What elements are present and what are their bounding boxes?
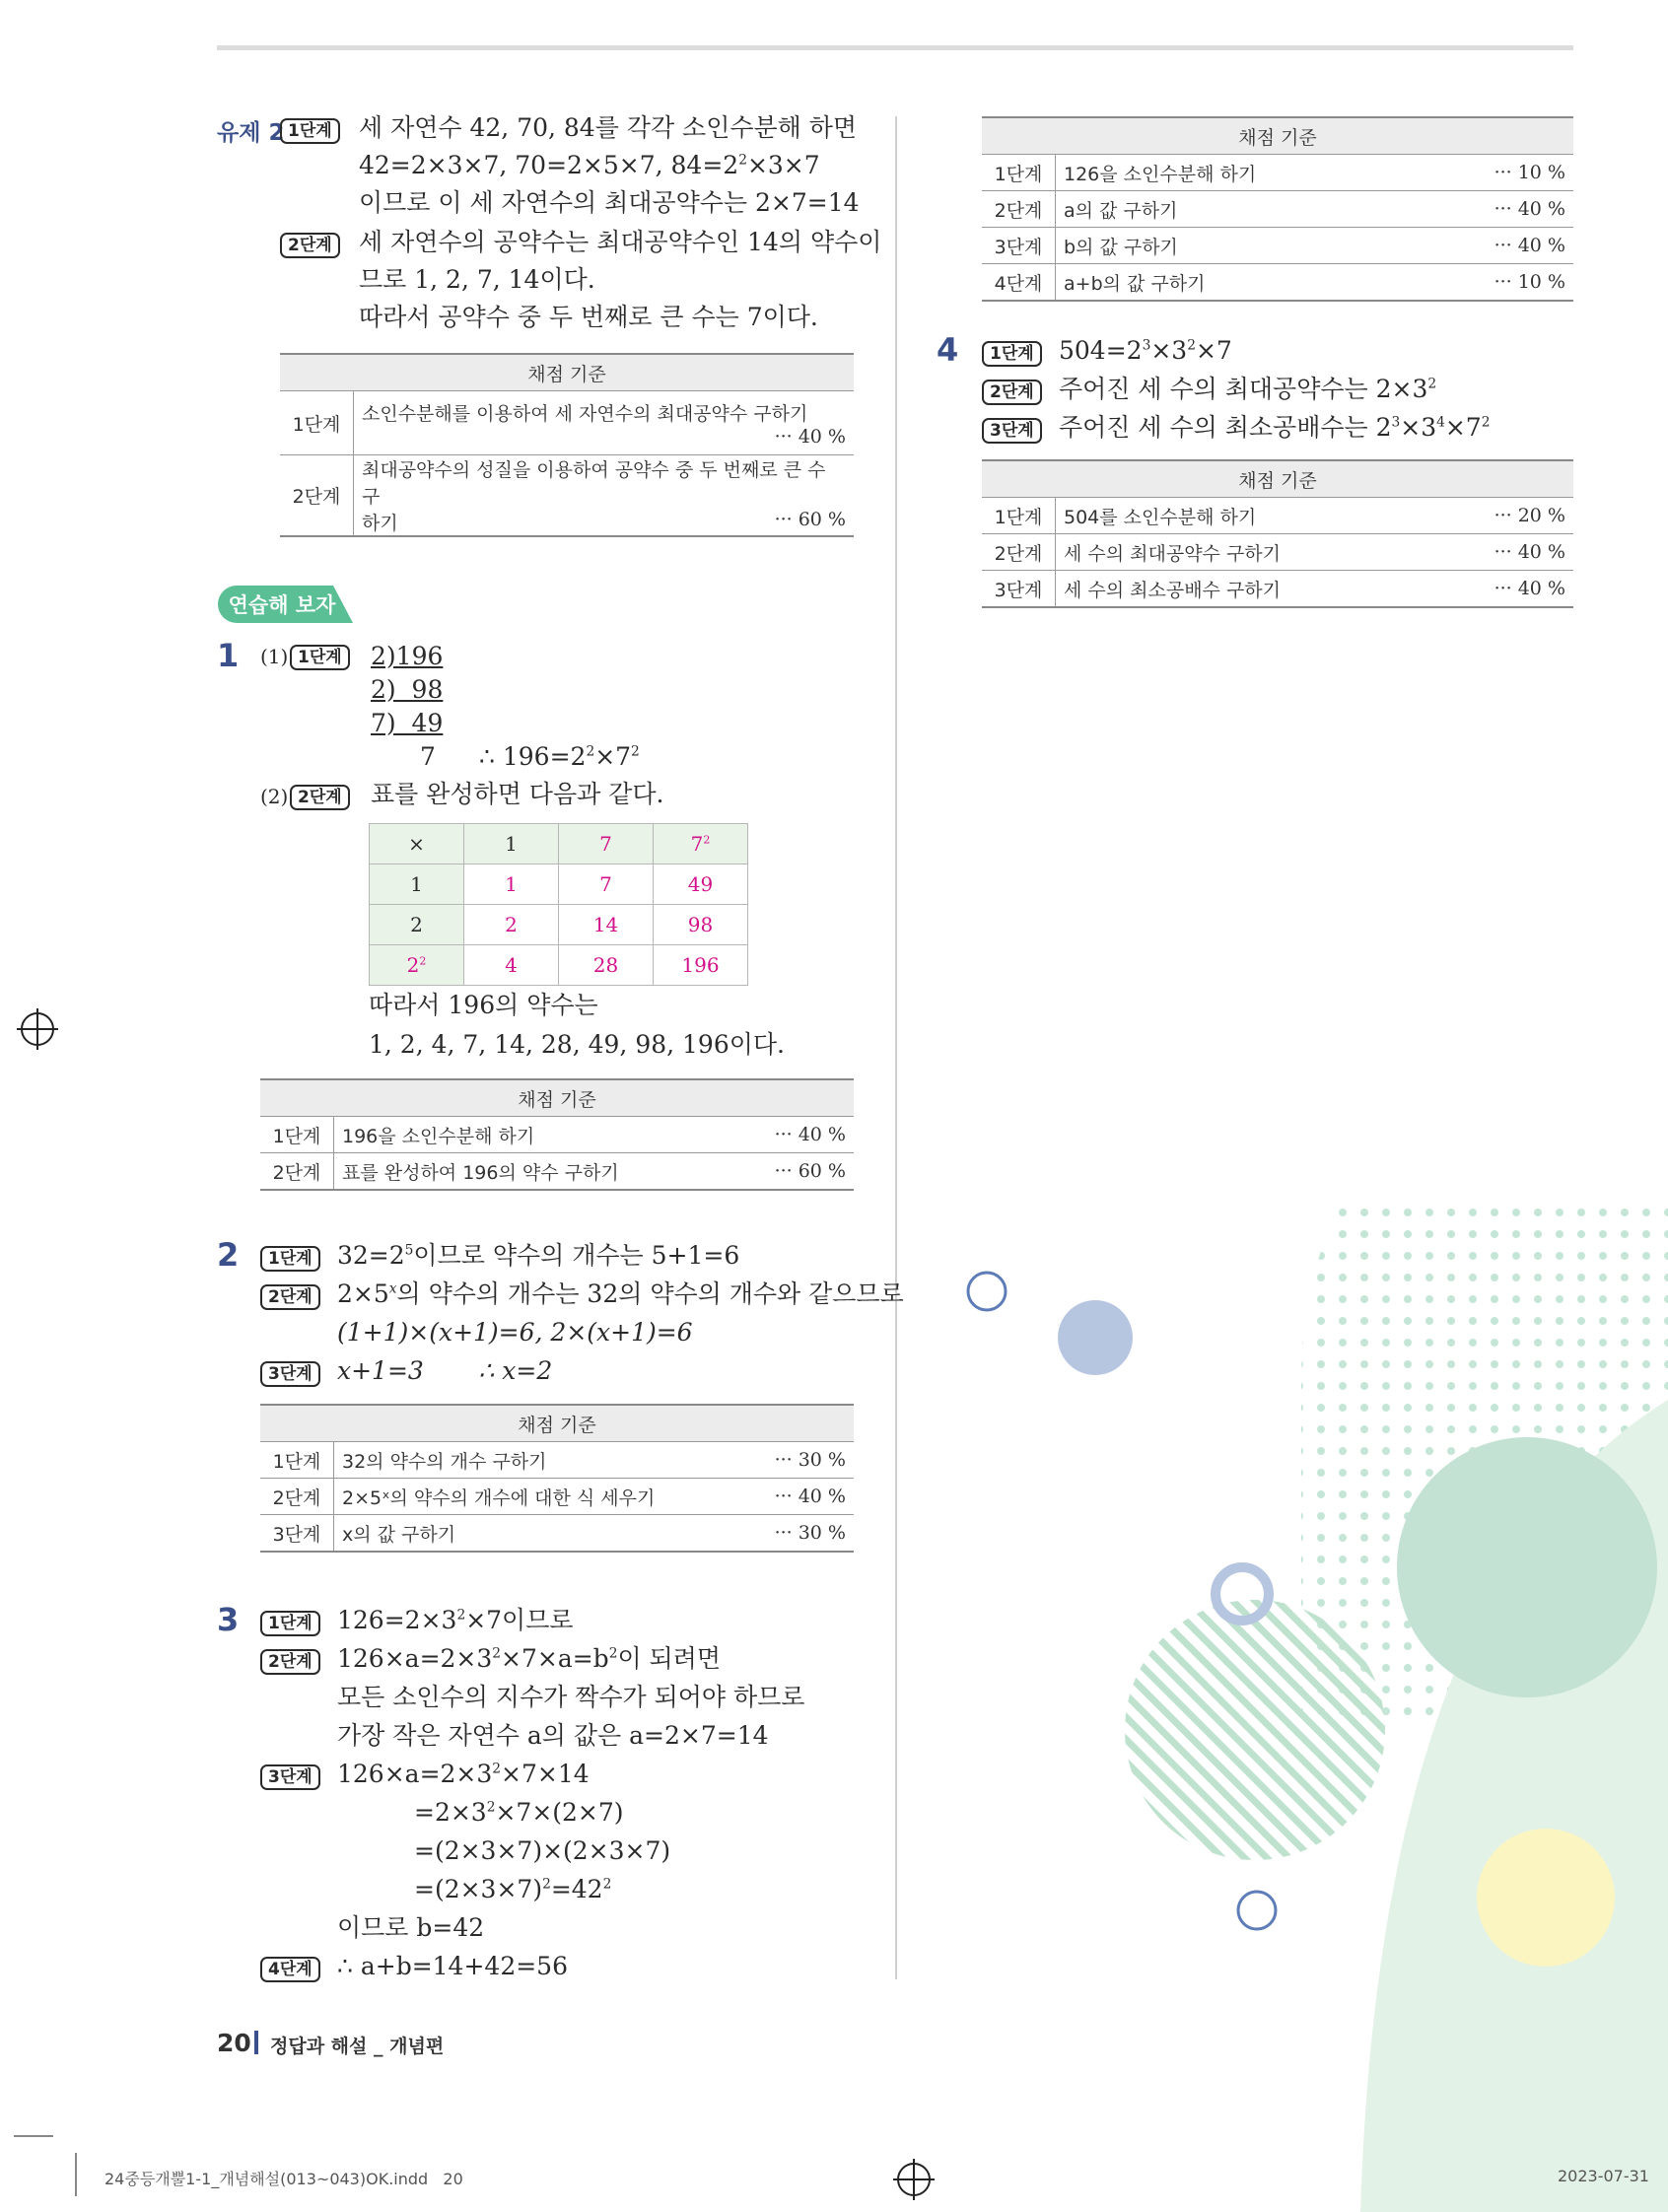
criteria-title: 채점 기준	[982, 460, 1573, 498]
problem-number-3: 3	[217, 1601, 240, 1638]
section-title: 정답과 해설 _ 개념편	[270, 2036, 445, 2057]
p3-line6: $=2\times 3^2\times 7\times(2\times 7)$	[414, 1798, 624, 1827]
step-badge: 4단계	[260, 1951, 320, 1982]
conclusion-line: 1, 2, 4, 7, 14, 28, 49, 98, 196이다.	[369, 1030, 785, 1059]
p3-line2: $126\times a=2\times 3^2\times 7\times a=b^2$이 되려면	[337, 1644, 721, 1673]
division-row: 2) 98	[371, 675, 444, 704]
step-badge: 1단계	[260, 1240, 320, 1272]
step-badge: 3단계	[260, 1759, 320, 1790]
criteria-row: 최대공약수의 성질을 이용하여 공약수 중 두 번째로 큰 수 구 하기 ··· 60 %	[354, 455, 855, 537]
division-row: 7) 49	[371, 709, 444, 737]
step-badge: 1단계	[260, 1605, 320, 1636]
p4-line3: 주어진 세 수의 최소공배수는 $2^3\times 3^4\times 7^2$	[1059, 413, 1491, 442]
criteria-table: 채점 기준 1단계 32의 약수의 개수 구하기 ··· 30 % 2단계 2×5ˣ의 약수의 개수에 대한 식 세우기 ··· 40 % 3단계 x의 값 구하기 ··· 30 %	[260, 1404, 854, 1553]
step-badge: 3단계	[260, 1355, 320, 1387]
yuje2-line5: 므로 1, 2, 7, 14이다.	[359, 265, 595, 294]
step-badge: 3단계	[982, 412, 1042, 444]
yuje2-line3: 이므로 이 세 자연수의 최대공약수는 2×7=14	[359, 188, 860, 217]
step-badge: 1단계	[290, 639, 350, 670]
step-badge: 2단계	[290, 779, 350, 810]
criteria-row: 소인수분해를 이용하여 세 자연수의 최대공약수 구하기 ··· 40 %	[354, 391, 855, 455]
problem-number-1: 1	[217, 637, 240, 674]
practice-badge	[217, 584, 355, 625]
yuje2-line2: 42=2×3×7, 70=2×5×7, $84=2^2\times 3\times 7$	[359, 151, 820, 179]
p3-line8: $=(2\times 3\times 7)^2=42^2$	[414, 1875, 612, 1903]
decorative-shapes	[946, 1163, 1668, 2212]
factorization-result: ∴ $196=2^2\times 7^2$	[479, 742, 640, 771]
crop-mark	[14, 2135, 53, 2137]
yuje2-line4: 세 자연수의 공약수는 최대공약수인 14의 약수이	[359, 228, 882, 256]
conclusion-line: 따라서 196의 약수는	[369, 991, 598, 1019]
criteria-table: 채점 기준 1단계 196을 소인수분해 하기 ··· 40 % 2단계 표를 완성하여 196의 약수 구하기 ··· 60 %	[260, 1078, 854, 1191]
p3-line5: $126\times a=2\times 3^2\times 7\times 14$	[337, 1760, 590, 1788]
criteria-title: 채점 기준	[260, 1405, 854, 1442]
p2-line1: $32=2^5$이므로 약수의 개수는 5+1=6	[337, 1241, 740, 1270]
part-label: (2)	[260, 785, 289, 808]
svg-text:연습해 보자: 연습해 보자	[228, 593, 336, 617]
footer-divider	[254, 2031, 258, 2054]
p4-line2: 주어진 세 수의 최대공약수는 $2\times 3^2$	[1059, 375, 1437, 403]
p2-line3: (1+1)×(x+1)=6, 2×(x+1)=6	[337, 1318, 693, 1347]
top-rule	[217, 45, 1573, 50]
criteria-title: 채점 기준	[982, 117, 1573, 155]
yuje2-line6: 따라서 공약수 중 두 번째로 큰 수는 7이다.	[359, 303, 818, 331]
p2-line4: x+1=3 ∴ x=2	[337, 1356, 553, 1385]
p3-line7: =(2×3×7)×(2×3×7)	[414, 1836, 671, 1865]
p4-line1: $504=2^3\times 3^2\times 7$	[1059, 336, 1232, 365]
problem-label-yuje2: 유제 2	[217, 120, 285, 146]
criteria-title: 채점 기준	[260, 1079, 854, 1117]
step-badge: 2단계	[280, 227, 340, 258]
p3-line10: ∴ a+b=14+42=56	[337, 1952, 568, 1980]
problem-number-2: 2	[217, 1236, 240, 1274]
step-badge: 2단계	[982, 374, 1042, 405]
page-number: 20	[217, 2029, 251, 2057]
step-badge: 1단계	[280, 112, 340, 144]
multiplication-table: × 1 7 $7^2$ 1 1 7 49 2 2 14 98 $2^2$ 4 28 196	[369, 823, 748, 986]
crop-mark	[75, 2153, 77, 2196]
part-label: (1)	[260, 645, 289, 668]
p3-line9: 이므로 b=42	[337, 1913, 485, 1942]
step-badge: 1단계	[982, 335, 1042, 367]
step-badge: 2단계	[260, 1643, 320, 1675]
print-date: 2023-07-31	[1558, 2167, 1649, 2185]
step-badge: 2단계	[260, 1279, 320, 1310]
division-row: 2)196	[371, 642, 444, 670]
registration-mark-icon	[897, 2163, 931, 2196]
table-intro: 표를 완성하면 다음과 같다.	[371, 780, 664, 808]
p3-line1: $126=2\times 3^2\times 7$이므로	[337, 1606, 574, 1634]
criteria-table-p3: 채점 기준 1단계 126을 소인수분해 하기 ··· 10 % 2단계 a의 값 구하기 ··· 40 % 3단계 b의 값 구하기 ··· 40 % 4단계 a+b의 값 구하기 ··· 10 %	[982, 116, 1573, 302]
column-divider	[895, 116, 897, 1979]
p2-line2: $2\times 5^x$의 약수의 개수는 32의 약수의 개수와 같으므로	[337, 1279, 904, 1308]
file-info: 24중등개뿔1-1_개념해설(013~043)OK.indd 20	[104, 2170, 463, 2188]
yuje2-line1: 세 자연수 42, 70, 84를 각각 소인수분해 하면	[359, 113, 858, 142]
division-row: 7	[420, 742, 436, 771]
p3-line4: 가장 작은 자연수 a의 값은 a=2×7=14	[337, 1721, 769, 1750]
problem-number-4: 4	[937, 331, 959, 369]
registration-mark-icon	[21, 1012, 54, 1046]
p3-line3: 모든 소인수의 지수가 짝수가 되어야 하므로	[337, 1683, 805, 1711]
criteria-title: 채점 기준	[280, 354, 854, 391]
criteria-table-p4: 채점 기준 1단계 504를 소인수분해 하기 ··· 20 % 2단계 세 수의 최대공약수 구하기 ··· 40 % 3단계 세 수의 최소공배수 구하기 ··· 40 %	[982, 459, 1573, 608]
criteria-table: 채점 기준 1단계 소인수분해를 이용하여 세 자연수의 최대공약수 구하기 ··· 40 % 2단계 최대공약수의 성질을 이용하여 공약수 중 두 번째로 큰 수 구 하기 ··· 60 %	[280, 353, 854, 537]
